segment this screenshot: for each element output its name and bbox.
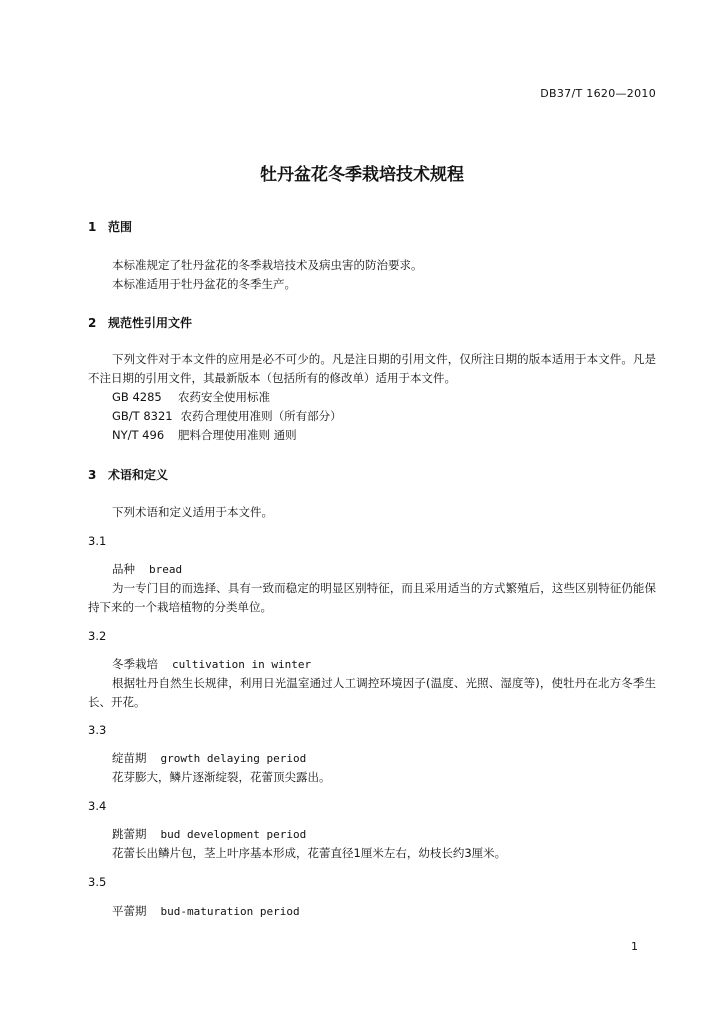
- term-english: bud development period: [160, 828, 307, 841]
- term-chinese: 冬季栽培: [112, 657, 158, 671]
- section-title: 术语和定义: [108, 468, 169, 482]
- term-definition: 为一专门目的而选择、具有一致而稳定的明显区别特征，而且采用适当的方式繁殖后，这些区别特征仍能保持下来的一个栽培植物的分类单位。: [88, 581, 656, 614]
- reference-name: 农药合理使用准则（所有部分）: [180, 409, 342, 423]
- term-number: 3.1: [88, 534, 107, 548]
- section-1-heading: [88, 218, 656, 237]
- term-entry: [88, 749, 656, 787]
- section-title: 规范性引用文件: [108, 316, 193, 330]
- term-english: bud-maturation period: [160, 905, 300, 918]
- term-chinese: 跳蕾期: [112, 827, 147, 841]
- reference-item: [88, 407, 656, 426]
- term-entry: [88, 655, 656, 712]
- term-name: [88, 655, 656, 674]
- term-name: [88, 825, 656, 844]
- section-title: 范围: [108, 220, 133, 234]
- section-number: 2: [88, 316, 97, 330]
- document-title: 牡丹盆花冬季栽培技术规程: [260, 165, 464, 185]
- term-definition: 花蕾长出鳞片包，茎上叶序基本形成，花蕾直径1厘米左右，幼枝长约3厘米。: [112, 846, 507, 860]
- term-number: 3.4: [88, 799, 107, 813]
- section-2-body: [88, 350, 656, 445]
- term-chinese: 品种: [112, 562, 135, 576]
- term-entry: [88, 825, 656, 863]
- term-name: [88, 749, 656, 768]
- term-english: bread: [149, 563, 183, 576]
- terms-intro: 下列术语和定义适用于本文件。: [112, 505, 273, 519]
- reference-item: [88, 426, 656, 445]
- section-3-heading: [88, 466, 656, 485]
- reference-item: [88, 388, 656, 407]
- term-number: 3.5: [88, 875, 107, 889]
- term-name: [88, 902, 656, 921]
- term-number: 3.2: [88, 629, 107, 643]
- scope-line: 本标准适用于牡丹盆花的冬季生产。: [112, 277, 296, 291]
- term-english: cultivation in winter: [172, 658, 312, 671]
- document-code: DB37/T 1620—2010: [540, 87, 656, 100]
- term-definition: 花芽膨大，鳞片逐渐绽裂，花蕾顶尖露出。: [112, 770, 331, 784]
- term-name: [88, 560, 656, 579]
- term-chinese: 绽苗期: [112, 751, 147, 765]
- section-2-heading: [88, 314, 656, 333]
- term-chinese: 平蕾期: [112, 904, 147, 918]
- reference-code: NY/T 496: [112, 428, 165, 442]
- term-english: growth delaying period: [160, 752, 307, 765]
- term-definition: 根据牡丹自然生长规律，利用日光温室通过人工调控环境因子(温度、光照、湿度等)，使牡丹在北方冬季生长、开花。: [88, 676, 656, 709]
- reference-name: 农药安全使用标准: [178, 390, 270, 404]
- page-number: 1: [631, 940, 638, 953]
- term-entry: [88, 902, 656, 921]
- reference-name: 肥料合理使用准则 通则: [178, 428, 297, 442]
- section-number: 1: [88, 220, 97, 234]
- term-number: 3.3: [88, 723, 107, 737]
- reference-code: GB 4285: [112, 390, 162, 404]
- section-number: 3: [88, 468, 97, 482]
- reference-code: GB/T 8321: [112, 409, 173, 423]
- normative-references-paragraph: 下列文件对于本文件的应用是必不可少的。凡是注日期的引用文件，仅所注日期的版本适用于本文件。凡是不注日期的引用文件，其最新版本（包括所有的修改单）适用于本文件。: [88, 352, 656, 385]
- term-entry: [88, 560, 656, 617]
- scope-line: 本标准规定了牡丹盆花的冬季栽培技术及病虫害的防治要求。: [112, 258, 423, 272]
- section-1-body: [88, 256, 680, 294]
